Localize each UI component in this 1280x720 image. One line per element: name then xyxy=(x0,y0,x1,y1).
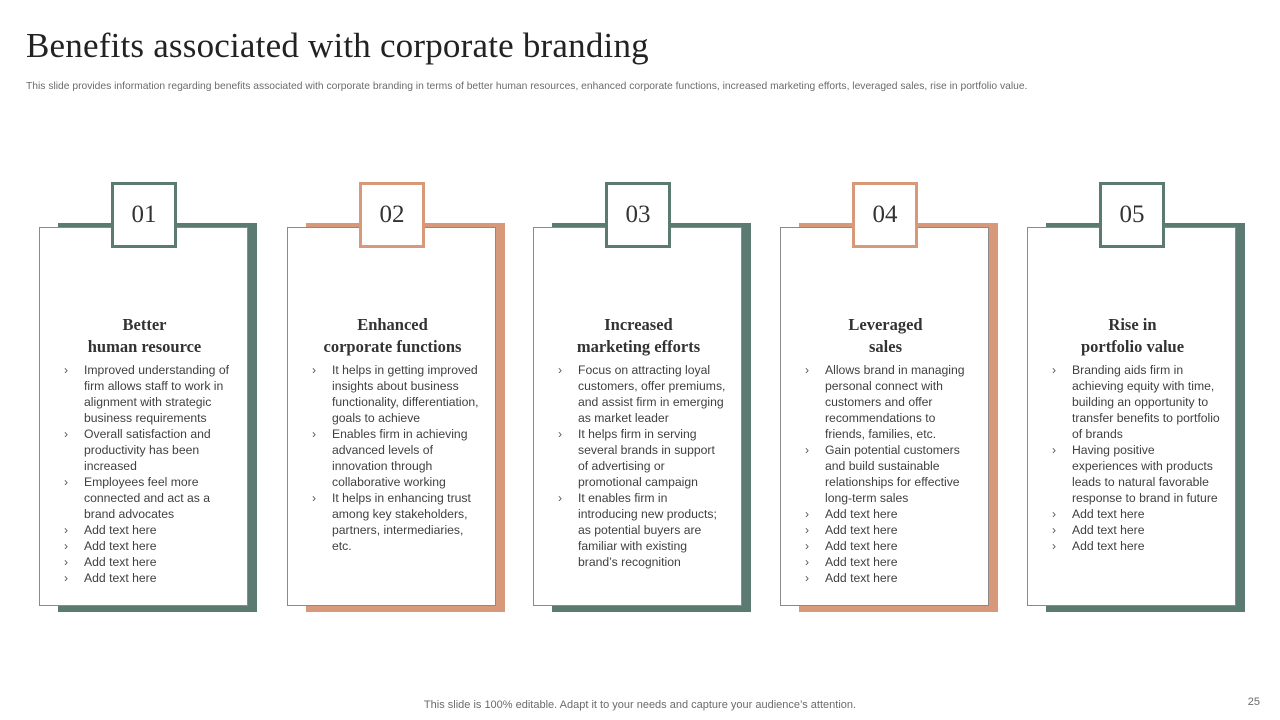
slide-subtitle: This slide provides information regarding benefits associated with corporate branding in terms of better human resources, enhanced corporate functions, increased marketing efforts, leveraged sales, rise in portfolio value. xyxy=(26,81,1028,92)
bullet-list xyxy=(556,362,728,570)
card-title-line: portfolio value xyxy=(1080,337,1185,356)
card-body xyxy=(780,227,989,606)
list-item: › Branding aids firm in achieving equity with time, building an opportunity to transfer benefits to portfolio of brands xyxy=(1050,362,1222,442)
list-item: › Enables firm in achieving advanced levels of innovation through collaborative working xyxy=(310,426,482,490)
card-title xyxy=(534,314,743,358)
card-title-line: sales xyxy=(869,337,902,356)
list-item: › Allows brand in managing personal connect with customers and offer recommendations to friends, families, etc. xyxy=(803,362,975,442)
card-title xyxy=(40,314,249,358)
list-item: › Gain potential customers and build sustainable relationships for effective long-term sales xyxy=(803,442,975,506)
card-title-line: Better xyxy=(122,315,167,334)
list-item: › Add text here xyxy=(62,538,234,554)
page-number: 25 xyxy=(1247,696,1260,708)
card-number: 04 xyxy=(872,201,898,228)
list-item: › Add text here xyxy=(803,538,975,554)
card-number-badge xyxy=(605,182,671,248)
slide-footer: This slide is 100% editable. Adapt it to your needs and capture your audience’s attention. xyxy=(423,699,857,711)
bullet-list xyxy=(62,362,234,586)
list-item: › Add text here xyxy=(62,570,234,586)
list-item: › Employees feel more connected and act as a brand advocates xyxy=(62,474,234,522)
card-title xyxy=(1028,314,1237,358)
bullet-list xyxy=(310,362,482,554)
list-item: › It helps in enhancing trust among key stakeholders, partners, intermediaries, etc. xyxy=(310,490,482,554)
list-item: › Add text here xyxy=(1050,538,1222,554)
card-body xyxy=(533,227,742,606)
list-item: › Improved understanding of firm allows staff to work in alignment with strategic business requirements xyxy=(62,362,234,426)
card-title-line: Increased xyxy=(604,315,673,334)
list-item: › Add text here xyxy=(62,554,234,570)
list-item: › Having positive experiences with products leads to natural favorable response to brand in future xyxy=(1050,442,1222,506)
benefit-card-05 xyxy=(1027,182,1245,612)
list-item: › It helps firm in serving several brands in support of advertising or promotional campaign xyxy=(556,426,728,490)
list-item: › Add text here xyxy=(1050,522,1222,538)
card-title-line: Enhanced xyxy=(357,315,428,334)
card-title xyxy=(781,314,990,358)
list-item: › Add text here xyxy=(62,522,234,538)
list-item: › Add text here xyxy=(803,522,975,538)
card-title-line: corporate functions xyxy=(323,337,462,356)
card-title-line: marketing efforts xyxy=(576,337,701,356)
list-item: › It enables firm in introducing new products; as potential buyers are familiar with existing brand’s recognition xyxy=(556,490,728,570)
list-item: › Focus on attracting loyal customers, offer premiums, and assist firm in emerging as market leader xyxy=(556,362,728,426)
bullet-list xyxy=(1050,362,1222,554)
card-body xyxy=(1027,227,1236,606)
card-number: 03 xyxy=(625,201,651,228)
card-number-badge xyxy=(852,182,918,248)
list-item: › It helps in getting improved insights about business functionality, differentiation, goals to achieve xyxy=(310,362,482,426)
card-title-line: Rise in xyxy=(1108,315,1157,334)
bullet-list xyxy=(803,362,975,586)
card-body xyxy=(287,227,496,606)
benefit-card-02 xyxy=(287,182,505,612)
list-item: › Overall satisfaction and productivity has been increased xyxy=(62,426,234,474)
card-body xyxy=(39,227,248,606)
list-item: › Add text here xyxy=(803,570,975,586)
slide-title: Benefits associated with corporate branding xyxy=(26,26,649,65)
card-number-badge xyxy=(111,182,177,248)
card-title-line: human resource xyxy=(87,337,202,356)
card-number: 01 xyxy=(131,201,157,228)
benefit-card-01 xyxy=(39,182,257,612)
benefit-card-03 xyxy=(533,182,751,612)
card-number-badge xyxy=(1099,182,1165,248)
list-item: › Add text here xyxy=(803,554,975,570)
card-number: 02 xyxy=(379,201,405,228)
card-title-line: Leveraged xyxy=(848,315,923,334)
list-item: › Add text here xyxy=(803,506,975,522)
list-item: › Add text here xyxy=(1050,506,1222,522)
card-number-badge xyxy=(359,182,425,248)
card-number: 05 xyxy=(1119,201,1145,228)
card-title xyxy=(288,314,497,358)
benefit-card-04 xyxy=(780,182,998,612)
